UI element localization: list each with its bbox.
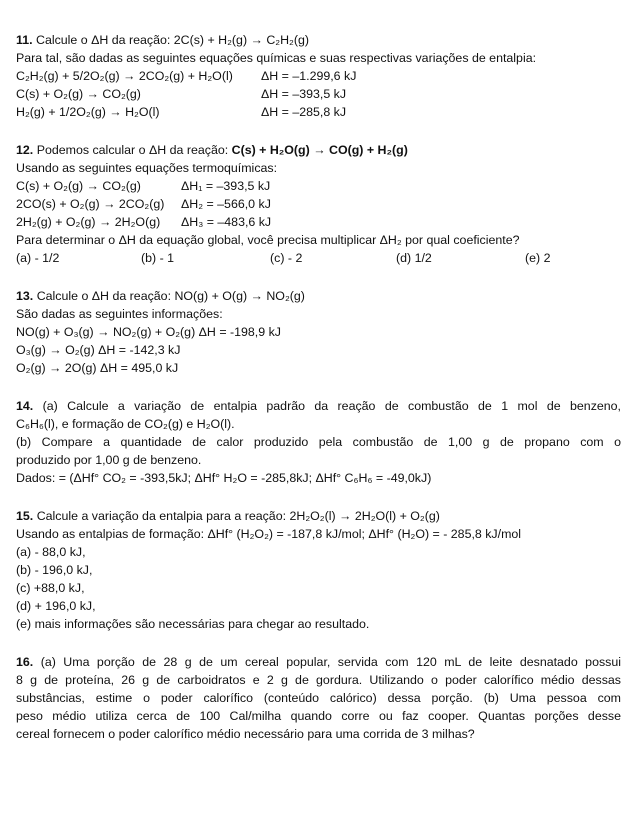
q16-line-3: substâncias, estime o poder calorífico (conteúdo calórico) dessa porção. (b) Uma pessoa com	[16, 691, 621, 705]
q13-number: 13.	[16, 289, 34, 303]
q15-option-d: (d) + 196,0 kJ,	[16, 599, 96, 613]
q14-line-2: C₆H₆(l), e formação de CO₂(g) e H₂O(l).	[16, 417, 235, 431]
q15-title-line	[16, 508, 621, 525]
q11-equation-row	[16, 104, 621, 121]
q15-number: 15.	[16, 509, 34, 523]
q16-line-4: peso médio utiliza cerca de 100 Cal/milha quando corre ou faz cooper. Quantas porções desse	[16, 709, 621, 723]
q12-equation-row	[16, 178, 621, 195]
q11-equation-row	[16, 86, 621, 103]
q12-equation-row	[16, 214, 621, 231]
q15-title: Calcule a variação da entalpia para a reação: 2H₂O₂(l) → 2H₂O(l) + O₂(g)	[36, 509, 440, 523]
q13-intro: São dadas as seguintes informações:	[16, 307, 223, 321]
q16-line-5: cereal fornecem o poder calorífico médio necessário para uma corrida de 3 milhas?	[16, 727, 475, 741]
q12-title-reaction: C(s) + H₂O(g) → CO(g) + H₂(g)	[231, 143, 408, 157]
q12-options	[16, 250, 621, 267]
q14-data-line: Dados: = (ΔHf° CO₂ = -393,5kJ; ΔHf° H₂O = -285,8kJ; ΔHf° C₆H₆ = -49,0kJ)	[16, 471, 432, 485]
q11-equation: C(s) + O₂(g) → CO₂(g)	[16, 87, 141, 101]
q11-title: Calcule o ΔH da reação: 2C(s) + H₂(g) → C₂H₂(g)	[36, 33, 310, 47]
q11-equation: C₂H₂(g) + 5/2O₂(g) → 2CO₂(g) + H₂O(l)	[16, 69, 233, 83]
q16-line-2: 8 g de proteína, 26 g de carboidratos e 2 g de gordura. Utilizando o poder calorífico médio dessas	[16, 673, 621, 687]
q15-option-b: (b) - 196,0 kJ,	[16, 563, 93, 577]
q14-line-1	[16, 398, 621, 415]
q12-enthalpy: ΔH₂ = –566,0 kJ	[181, 197, 271, 211]
q11-intro: Para tal, são dadas as seguintes equações químicas e suas respectivas variações de entalpia:	[16, 51, 537, 65]
q14-part-a: (a) Calcule a variação de entalpia padrão da reação de combustão de 1 mol de benzeno,	[42, 399, 621, 413]
q12-option-b: (b) - 1	[141, 251, 175, 265]
q14-number: 14.	[16, 399, 34, 413]
q12-equation: 2CO(s) + O₂(g) → 2CO₂(g)	[16, 197, 165, 211]
q11-enthalpy: ΔH = –1.299,6 kJ	[261, 69, 357, 83]
q13-data-line: NO(g) + O₃(g) → NO₂(g) + O₂(g) ΔH = -198,9 kJ	[16, 325, 281, 339]
q15-option-c: (c) +88,0 kJ,	[16, 581, 85, 595]
q12-option-d: (d) 1/2	[396, 251, 432, 265]
q12-option-e: (e) 2	[525, 251, 551, 265]
q11-equation: H₂(g) + 1/2O₂(g) → H₂O(l)	[16, 105, 160, 119]
q12-title-prefix: Podemos calcular o ΔH da reação:	[36, 143, 229, 157]
q15-option-a: (a) - 88,0 kJ,	[16, 545, 86, 559]
q12-enthalpy: ΔH₁ = –393,5 kJ	[181, 179, 271, 193]
q16-number: 16.	[16, 655, 34, 669]
q11-enthalpy: ΔH = –285,8 kJ	[261, 105, 347, 119]
q12-title-line	[16, 142, 621, 159]
q13-title-line	[16, 288, 621, 305]
q12-option-c: (c) - 2	[270, 251, 303, 265]
q12-question: Para determinar o ΔH da equação global, você precisa multiplicar ΔH₂ por qual coeficiente?	[16, 233, 520, 247]
q13-data-line: O₃(g) → O₂(g) ΔH = -142,3 kJ	[16, 343, 181, 357]
q12-equation: 2H₂(g) + O₂(g) → 2H₂O(g)	[16, 215, 161, 229]
q15-intro: Usando as entalpias de formação: ΔHf° (H₂O₂) = -187,8 kJ/mol; ΔHf° (H₂O) = - 285,8 kJ/mol	[16, 527, 522, 541]
q12-equation-row	[16, 196, 621, 213]
q11-equation-row	[16, 68, 621, 85]
q14-line-4: produzido por 1,00 g de benzeno.	[16, 453, 202, 467]
q11-enthalpy: ΔH = –393,5 kJ	[261, 87, 347, 101]
q11-number: 11.	[16, 33, 33, 47]
q15-option-e: (e) mais informações são necessárias para chegar ao resultado.	[16, 617, 370, 631]
q12-intro: Usando as seguintes equações termoquímicas:	[16, 161, 278, 175]
q12-option-a: (a) - 1/2	[16, 251, 60, 265]
q13-title: Calcule o ΔH da reação: NO(g) + O(g) → NO₂(g)	[36, 289, 305, 303]
q12-equation: C(s) + O₂(g) → CO₂(g)	[16, 179, 141, 193]
q13-data-line: O₂(g) → 2O(g) ΔH = 495,0 kJ	[16, 361, 179, 375]
q16-line-1	[16, 654, 621, 671]
q14-line-3: (b) Compare a quantidade de calor produzido pela combustão de 1,00 g de propano com o	[16, 435, 621, 449]
q12-number: 12.	[16, 143, 34, 157]
q12-enthalpy: ΔH₃ = –483,6 kJ	[181, 215, 272, 229]
q11-title-line	[16, 32, 621, 49]
q16-part-a: (a) Uma porção de 28 g de um cereal popular, servida com 120 mL de leite desnatado possui	[40, 655, 621, 669]
